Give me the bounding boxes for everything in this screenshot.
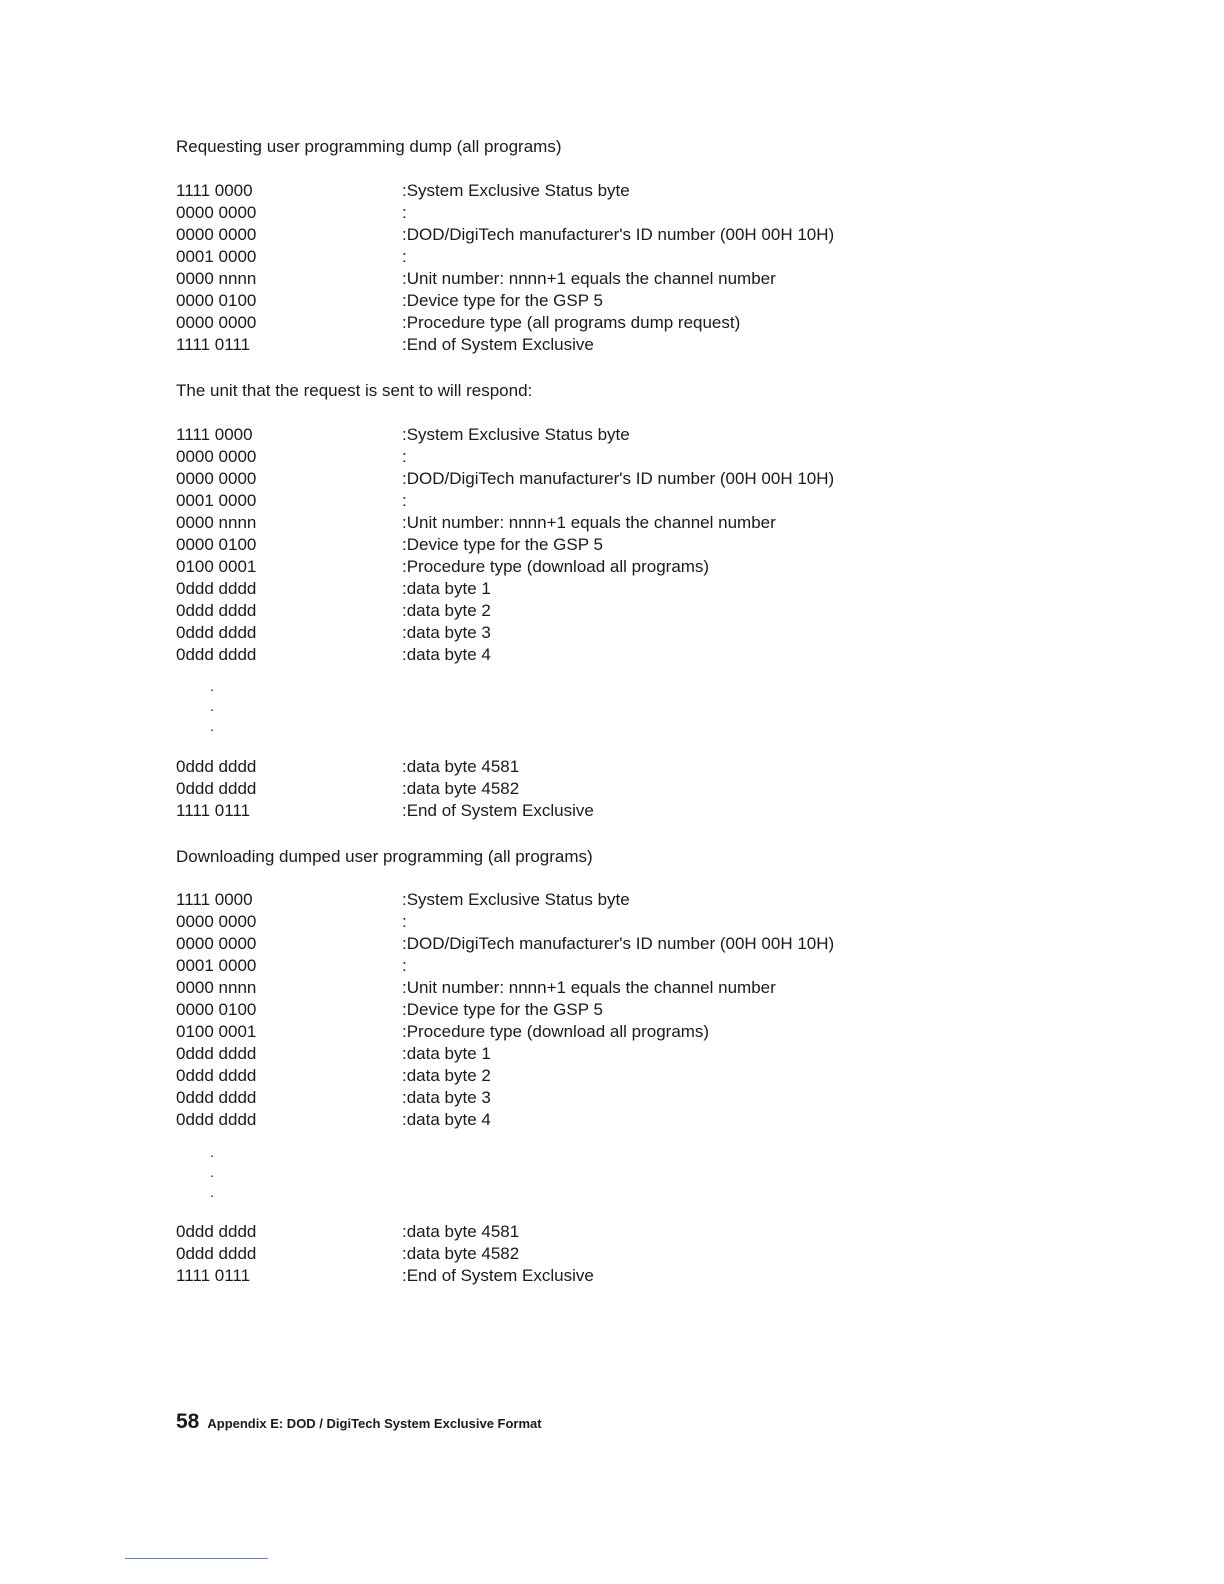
byte-code: 0000 0100: [176, 1000, 257, 1019]
byte-code: 0000 nnnn: [176, 978, 257, 997]
sysex-row: [176, 268, 976, 290]
sysex-row: [176, 180, 976, 202]
byte-description: :data byte 1: [402, 579, 491, 598]
ellipsis-dot: .: [210, 1164, 214, 1180]
byte-code: 1111 0000: [176, 890, 253, 909]
ellipsis-dot: .: [210, 678, 214, 694]
sysex-row: [176, 999, 976, 1021]
byte-code: 0100 0001: [176, 557, 257, 576]
sysex-row: [176, 1109, 976, 1131]
sysex-row: [176, 933, 976, 955]
byte-code: 0ddd dddd: [176, 623, 257, 642]
byte-description: :System Exclusive Status byte: [402, 181, 630, 200]
byte-code: 0ddd dddd: [176, 1044, 257, 1063]
byte-description: :: [402, 203, 407, 222]
byte-description: :DOD/DigiTech manufacturer's ID number (00H 00H 10H): [402, 225, 835, 244]
byte-code: 0000 0000: [176, 313, 257, 332]
byte-code: 0000 0000: [176, 447, 257, 466]
byte-code: 0000 0100: [176, 535, 257, 554]
sysex-row: [176, 600, 976, 622]
sysex-row: [176, 290, 976, 312]
byte-description: :Unit number: nnnn+1 equals the channel number: [402, 269, 776, 288]
ellipsis-dot: .: [210, 698, 214, 714]
byte-code: 0ddd dddd: [176, 1222, 257, 1241]
byte-description: :data byte 1: [402, 1044, 491, 1063]
sysex-row: [176, 312, 976, 334]
byte-description: :: [402, 491, 407, 510]
section-heading-download: Downloading dumped user programming (all programs): [176, 847, 593, 866]
sysex-row: [176, 556, 976, 578]
byte-code: 0ddd dddd: [176, 645, 257, 664]
byte-description: :data byte 4: [402, 1110, 491, 1129]
byte-description: :End of System Exclusive: [402, 1266, 594, 1285]
sysex-row: [176, 955, 976, 977]
byte-description: :: [402, 912, 407, 931]
sysex-row: [176, 644, 976, 666]
sysex-row: [176, 1087, 976, 1109]
byte-description: :data byte 4581: [402, 1222, 520, 1241]
sysex-table-request: [176, 180, 976, 356]
byte-code: 0001 0000: [176, 956, 257, 975]
sysex-row: [176, 800, 976, 822]
byte-description: :DOD/DigiTech manufacturer's ID number (00H 00H 10H): [402, 469, 835, 488]
byte-description: :Device type for the GSP 5: [402, 1000, 603, 1019]
byte-code: 0ddd dddd: [176, 1244, 257, 1263]
byte-description: :data byte 2: [402, 1066, 491, 1085]
byte-description: :: [402, 247, 407, 266]
ellipsis-dot: .: [210, 1184, 214, 1200]
sysex-row: [176, 1021, 976, 1043]
byte-code: 0ddd dddd: [176, 1066, 257, 1085]
section-heading-request-dump: Requesting user programming dump (all programs): [176, 137, 562, 156]
byte-description: :Unit number: nnnn+1 equals the channel number: [402, 513, 776, 532]
sysex-row: [176, 512, 976, 534]
sysex-row: [176, 468, 976, 490]
byte-code: 0001 0000: [176, 247, 257, 266]
byte-code: 0000 0000: [176, 912, 257, 931]
byte-code: 1111 0000: [176, 425, 253, 444]
byte-code: 1111 0000: [176, 181, 253, 200]
sysex-table-download: [176, 889, 976, 1131]
byte-description: :: [402, 956, 407, 975]
ellipsis-dot: .: [210, 718, 214, 734]
footer-title: Appendix E: DOD / DigiTech System Exclusive Format: [207, 1416, 542, 1431]
byte-description: :System Exclusive Status byte: [402, 425, 630, 444]
page-number: 58: [176, 1410, 200, 1433]
byte-code: 0001 0000: [176, 491, 257, 510]
sysex-row: [176, 756, 976, 778]
sysex-row: [176, 534, 976, 556]
byte-code: 0ddd dddd: [176, 1088, 257, 1107]
byte-description: :data byte 4581: [402, 757, 520, 776]
byte-code: 1111 0111: [176, 1266, 251, 1285]
byte-description: :data byte 4582: [402, 779, 520, 798]
byte-description: :DOD/DigiTech manufacturer's ID number (00H 00H 10H): [402, 934, 835, 953]
byte-description: :System Exclusive Status byte: [402, 890, 630, 909]
byte-code: 0000 0000: [176, 203, 257, 222]
byte-code: 0ddd dddd: [176, 779, 257, 798]
sysex-table-response-tail: [176, 756, 976, 822]
ellipsis-dot: .: [210, 1144, 214, 1160]
sysex-row: [176, 446, 976, 468]
sysex-row: [176, 490, 976, 512]
sysex-row: [176, 1243, 976, 1265]
sysex-table-download-tail: [176, 1221, 976, 1287]
byte-description: :data byte 3: [402, 1088, 491, 1107]
byte-description: :End of System Exclusive: [402, 801, 594, 820]
byte-description: :Procedure type (download all programs): [402, 1022, 710, 1041]
byte-description: :data byte 4: [402, 645, 491, 664]
byte-description: :Procedure type (all programs dump request): [402, 313, 741, 332]
byte-description: :Device type for the GSP 5: [402, 291, 603, 310]
byte-code: 0100 0001: [176, 1022, 257, 1041]
byte-code: 0000 0000: [176, 469, 257, 488]
byte-code: 0ddd dddd: [176, 601, 257, 620]
byte-code: 0000 0100: [176, 291, 257, 310]
byte-code: 0ddd dddd: [176, 579, 257, 598]
page-footer: [176, 1410, 542, 1434]
sysex-row: [176, 1265, 976, 1287]
byte-description: :Procedure type (download all programs): [402, 557, 710, 576]
byte-code: 0000 nnnn: [176, 269, 257, 288]
ellipsis-vertical: [210, 1142, 220, 1202]
sysex-table-response: [176, 424, 976, 666]
sysex-row: [176, 1043, 976, 1065]
scan-edge-line: [125, 1558, 268, 1559]
sysex-row: [176, 202, 976, 224]
byte-description: :Unit number: nnnn+1 equals the channel number: [402, 978, 776, 997]
sysex-row: [176, 578, 976, 600]
byte-code: 0ddd dddd: [176, 1110, 257, 1129]
sysex-row: [176, 1221, 976, 1243]
byte-code: 1111 0111: [176, 335, 251, 354]
byte-code: 0000 0000: [176, 934, 257, 953]
byte-description: :data byte 2: [402, 601, 491, 620]
byte-description: :data byte 3: [402, 623, 491, 642]
ellipsis-vertical: [210, 676, 220, 736]
sysex-row: [176, 778, 976, 800]
byte-description: :End of System Exclusive: [402, 335, 594, 354]
sysex-row: [176, 889, 976, 911]
byte-code: 0000 nnnn: [176, 513, 257, 532]
byte-description: :Device type for the GSP 5: [402, 535, 603, 554]
sysex-row: [176, 334, 976, 356]
byte-code: 0ddd dddd: [176, 757, 257, 776]
byte-description: :: [402, 447, 407, 466]
sysex-row: [176, 1065, 976, 1087]
section-heading-response: The unit that the request is sent to will respond:: [176, 381, 533, 400]
sysex-row: [176, 424, 976, 446]
sysex-row: [176, 246, 976, 268]
byte-description: :data byte 4582: [402, 1244, 520, 1263]
sysex-row: [176, 911, 976, 933]
sysex-row: [176, 977, 976, 999]
sysex-row: [176, 224, 976, 246]
byte-code: 1111 0111: [176, 801, 251, 820]
sysex-row: [176, 622, 976, 644]
byte-code: 0000 0000: [176, 225, 257, 244]
